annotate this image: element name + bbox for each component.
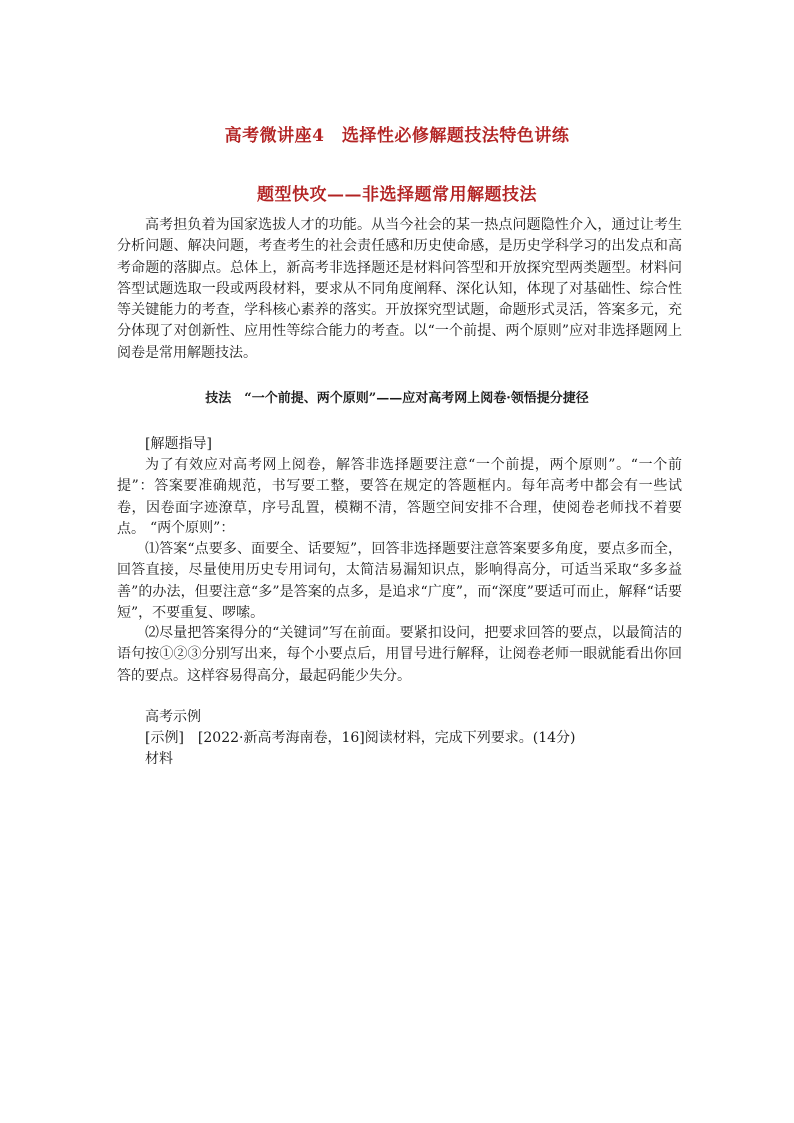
page-subtitle: 题型快攻——非选择题常用解题技法 (257, 185, 537, 205)
two-principles-label: “两个原则”： (150, 520, 235, 536)
material-label: 材料 (145, 751, 173, 767)
example-heading: 高考示例 (145, 709, 201, 725)
premise-paragraph: 为了有效应对高考网上阅卷，解答非选择题要注意“一个前提，两个原则”。“一个前提”：答案要准确规范，书写要工整，要答在规定的答题框内。每年高考中都会有一些试卷，因卷面字迹潦草，序号乱置，模糊不清，答题空间安排不合理，使阅卷老师找不着要点。 (117, 457, 682, 537)
intro-paragraph: 高考担负着为国家选拔人才的功能。从当今社会的某一热点问题隐性介入，通过让考生分析问题、解决问题，考查考生的社会责任感和历史使命感，是历史学科学习的出发点和高考命题的落脚点。总体上，新高考非选择题还是材料问答型和开放探究型两类题型。材料问答型试题选取一段或两段材料，要求从不同角度阐释、深化认知，体现了对基础性、综合性等关键能力的考查，学科核心素养的落实。开放探究型试题，命题形式灵活，答案多元，充分体现了对创新性、应用性等综合能力的考查。以“一个前提、两个原则”应对非选择题网上阅卷是常用解题技法。 (117, 217, 682, 361)
page-title: 高考微讲座4 选择性必修解题技法特色讲练 (224, 126, 570, 146)
principle-1-paragraph: ⑴答案“点要多、面要全、话要短”，回答非选择题要注意答案要多角度，要点多而全，回答直接，尽量使用历史专用词句，太简洁易漏知识点，影响得高分，可适当采取“多多益善”的办法，但要注意“多”是答案的点多，是追求“广度”，而“深度”要适可而止，解释“话要短”，不要重复、啰嗦。 (117, 541, 682, 621)
example-line: [示例] [2022·新高考海南卷，16]阅读材料，完成下列要求。(14分) (145, 730, 576, 746)
section-heading: 技法 “一个前提、两个原则”——应对高考网上阅卷·领悟提分捷径 (205, 391, 589, 406)
guidance-label: [解题指导] (145, 436, 212, 452)
principle-2-paragraph: ⑵尽量把答案得分的“关键词”写在前面。要紧扣设问，把要求回答的要点，以最简洁的语句按①②③分别写出来，每个小要点后，用冒号进行解释，让阅卷老师一眼就能看出你回答的要点。这样容易得高分，最起码能少失分。 (117, 625, 682, 684)
